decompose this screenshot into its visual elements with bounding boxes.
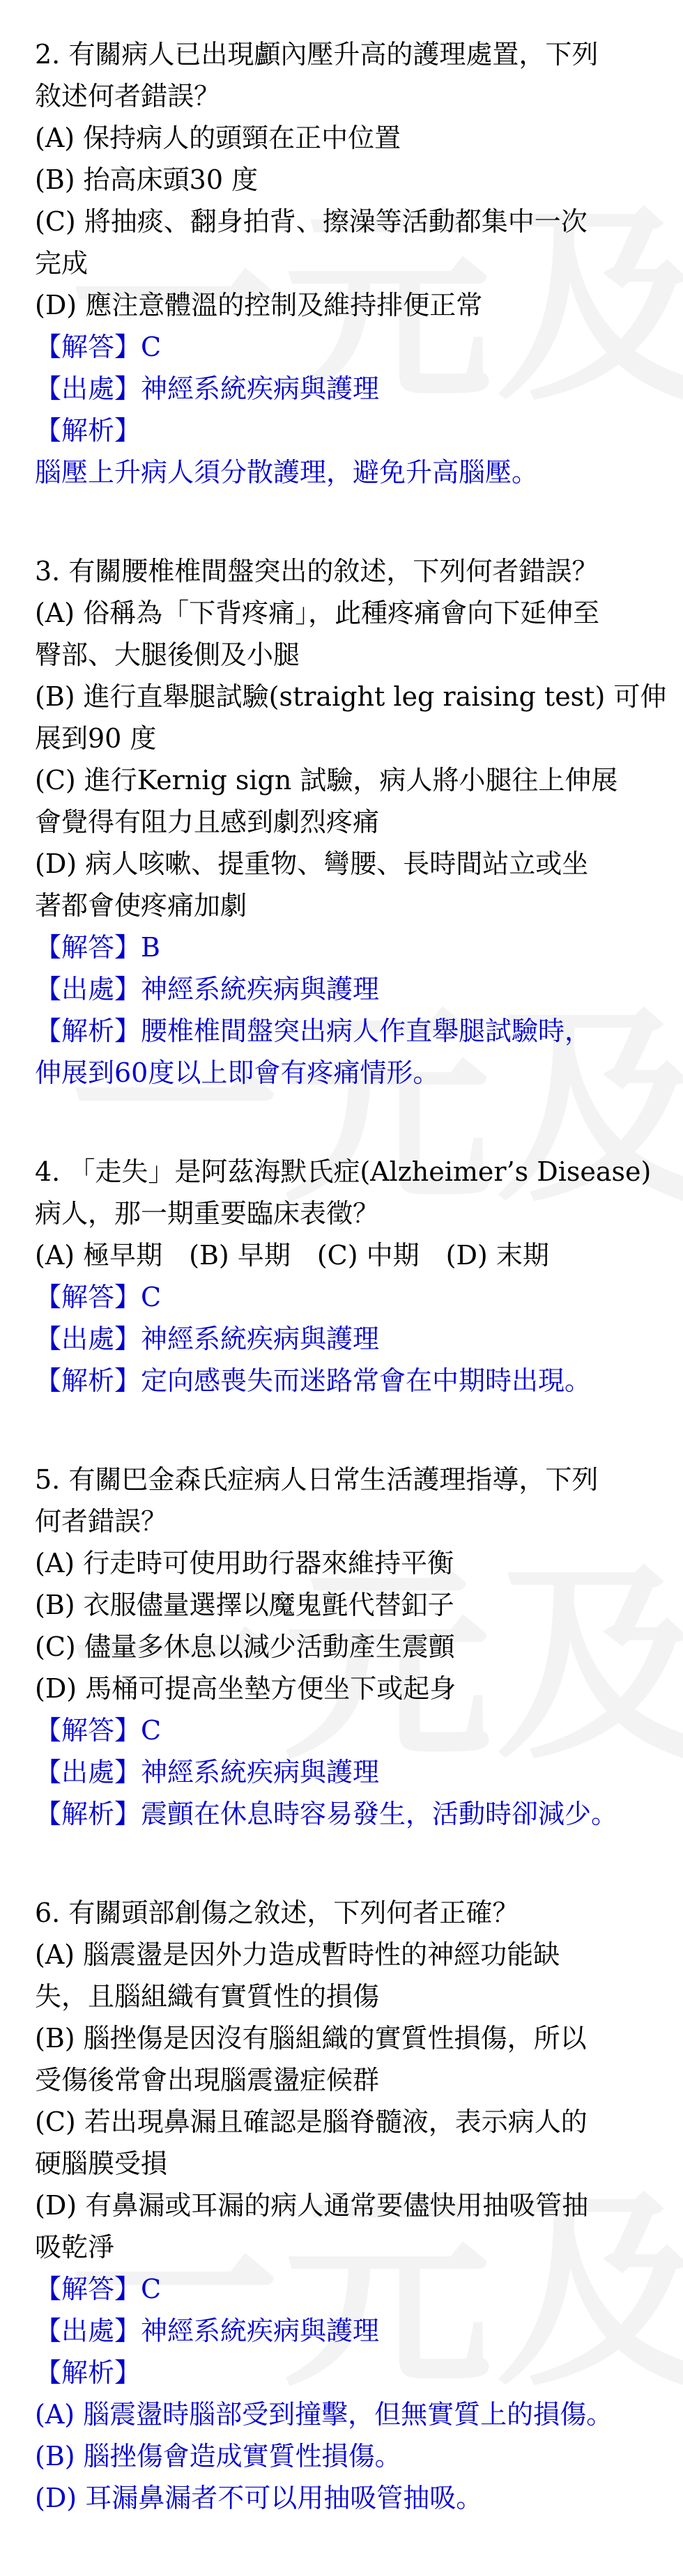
- explanation-text: (A) 腦震盪時腦部受到撞擊，但無實質上的損傷。: [35, 2399, 613, 2430]
- answer-label: 【解答】: [35, 932, 141, 963]
- option-line: (A) 極早期 (B) 早期 (C) 中期 (D) 末期: [35, 1240, 549, 1271]
- answer-value: C: [141, 1715, 162, 1746]
- question-stem: 6. 有關頭部創傷之敘述，下列何者正確？: [35, 1898, 519, 1928]
- option-line: 著都會使疼痛加劇: [35, 890, 247, 921]
- answer-value: C: [141, 332, 162, 362]
- source-value: 神經系統疾病與護理: [141, 1324, 380, 1354]
- answer-label: 【解答】: [35, 332, 141, 362]
- source-label: 【出處】: [35, 2315, 141, 2346]
- option-line: (B) 衣服儘量選擇以魔鬼氈代替釦子: [35, 1590, 454, 1620]
- answer-value: B: [141, 932, 160, 963]
- source-value: 神經系統疾病與護理: [141, 1757, 380, 1787]
- source-value: 神經系統疾病與護理: [141, 974, 380, 1004]
- question-stem: 2. 有關病人已出現顱內壓升高的護理處置，下列: [35, 39, 599, 70]
- answer-line: [35, 1709, 662, 1751]
- explanation-label: 【解析】: [35, 1799, 141, 1829]
- question-2: [35, 33, 662, 493]
- option-line: (A) 保持病人的頭頸在正中位置: [35, 123, 401, 153]
- answer-label: 【解答】: [35, 2274, 141, 2304]
- explanation-line: [35, 410, 662, 451]
- source-label: 【出處】: [35, 1324, 141, 1354]
- option-line: 會覺得有阻力且感到劇烈疼痛: [35, 807, 380, 837]
- answer-value: C: [141, 2274, 162, 2304]
- question-3: [35, 550, 667, 1094]
- source-line: [35, 2310, 662, 2352]
- answer-line: [35, 926, 662, 968]
- option-line: (B) 腦挫傷是因沒有腦組織的實質性損傷，所以: [35, 2023, 587, 2054]
- explanation-label: 【解析】: [35, 2357, 141, 2388]
- option-line: 硬腦膜受損: [35, 2148, 168, 2179]
- source-line: [35, 368, 662, 410]
- option-line: 受傷後常會出現腦震盪症候群: [35, 2065, 380, 2095]
- option-line: (A) 行走時可使用助行器來維持平衡: [35, 1548, 454, 1578]
- answer-value: C: [141, 1282, 162, 1312]
- explanation-text: 震顫在休息時容易發生，活動時卻減少。: [141, 1799, 618, 1829]
- question-stem: 5. 有關巴金森氏症病人日常生活護理指導，下列: [35, 1464, 599, 1495]
- option-line: (D) 應注意體溫的控制及維持排便正常: [35, 290, 483, 320]
- question-stem: 病人，那一期重要臨床表徵？: [35, 1198, 380, 1229]
- option-line: (C) 若出現鼻漏且確認是腦脊髓液，表示病人的: [35, 2106, 588, 2137]
- option-line: (C) 進行Kernig sign 試驗，病人將小腿往上伸展: [35, 765, 618, 796]
- explanation-text: 腰椎椎間盤突出病人作直舉腿試驗時，: [141, 1016, 592, 1046]
- explanation-label: 【解析】: [35, 1365, 141, 1396]
- explanation-text: 定向感喪失而迷路常會在中期時出現。: [141, 1365, 592, 1396]
- option-line: (B) 進行直舉腿試驗(straight leg raising test) 可伸: [35, 681, 667, 712]
- answer-label: 【解答】: [35, 1715, 141, 1746]
- answer-line: [35, 326, 662, 368]
- explanation-text: 伸展到60度以上即會有疼痛情形。: [35, 1057, 440, 1088]
- option-line: 臀部、大腿後側及小腿: [35, 639, 300, 670]
- option-line: 吸乾淨: [35, 2232, 115, 2263]
- question-stem: 何者錯誤？: [35, 1506, 168, 1537]
- explanation-line: [35, 1360, 662, 1402]
- question-document: [35, 33, 667, 2576]
- question-stem: 敘述何者錯誤？: [35, 81, 221, 111]
- question-stem: 3. 有關腰椎椎間盤突出的敘述，下列何者錯誤？: [35, 556, 599, 587]
- explanation-line: [35, 2352, 662, 2393]
- option-line: (B) 抬高床頭30 度: [35, 164, 259, 195]
- source-label: 【出處】: [35, 1757, 141, 1787]
- explanation-text: 腦壓上升病人須分散護理，避免升高腦壓。: [35, 457, 539, 488]
- question-5: [35, 1459, 662, 1835]
- explanation-label: 【解析】: [35, 1016, 141, 1046]
- source-line: [35, 968, 662, 1010]
- question-stem: 4. 「走失」是阿茲海默氏症(Alzheimer’s Disease): [35, 1156, 652, 1187]
- answer-line: [35, 1276, 662, 1318]
- source-label: 【出處】: [35, 974, 141, 1004]
- answer-line: [35, 2268, 662, 2310]
- explanation-label: 【解析】: [35, 415, 141, 446]
- option-line: (D) 病人咳嗽、提重物、彎腰、長時間站立或坐: [35, 848, 589, 879]
- option-line: 展到90 度: [35, 723, 157, 754]
- option-line: 完成: [35, 248, 89, 279]
- source-label: 【出處】: [35, 373, 141, 404]
- source-line: [35, 1318, 662, 1360]
- explanation-line: [35, 1793, 662, 1835]
- answer-label: 【解答】: [35, 1282, 141, 1312]
- option-line: (C) 儘量多休息以減少活動產生震顫: [35, 1631, 455, 1662]
- explanation-text: (B) 腦挫傷會造成實質性損傷。: [35, 2441, 401, 2472]
- explanation-line: [35, 1010, 662, 1052]
- option-line: (D) 有鼻漏或耳漏的病人通常要儘快用抽吸管抽: [35, 2190, 589, 2221]
- option-line: (C) 將抽痰、翻身拍背、擦澡等活動都集中一次: [35, 206, 588, 237]
- option-line: (A) 俗稱為「下背疼痛」，此種疼痛會向下延伸至: [35, 598, 600, 628]
- option-line: (A) 腦震盪是因外力造成暫時性的神經功能缺: [35, 1939, 560, 1970]
- source-value: 神經系統疾病與護理: [141, 2315, 380, 2346]
- option-line: 失，且腦組織有實質性的損傷: [35, 1981, 380, 2012]
- source-value: 神經系統疾病與護理: [141, 373, 380, 404]
- option-line: (D) 馬桶可提高坐墊方便坐下或起身: [35, 1673, 456, 1704]
- explanation-text: (D) 耳漏鼻漏者不可以用抽吸管抽吸。: [35, 2483, 483, 2513]
- source-line: [35, 1751, 662, 1793]
- question-6: [35, 1892, 662, 2519]
- question-4: [35, 1151, 662, 1402]
